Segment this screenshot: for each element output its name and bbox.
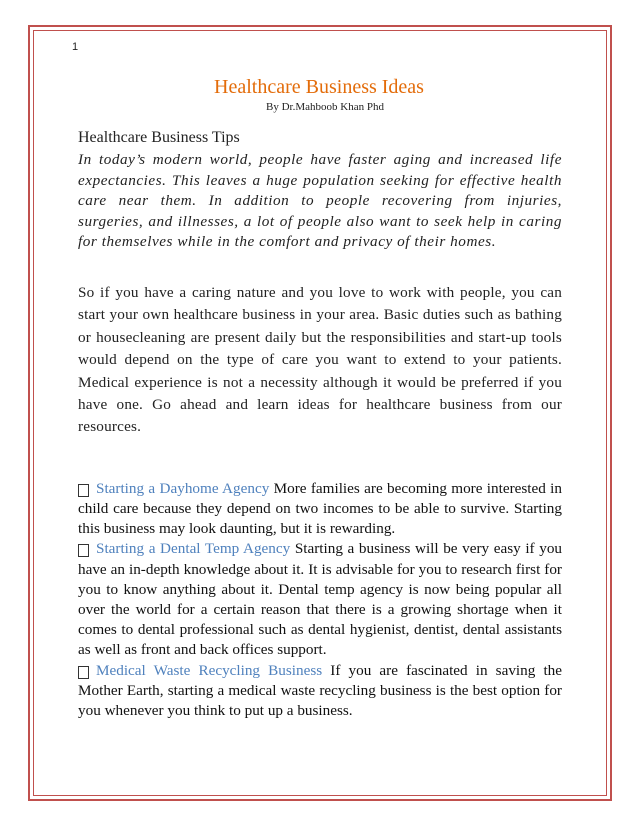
document-body (78, 128, 562, 721)
idea-link-medical-waste[interactable]: Medical Waste Recycling Business (96, 661, 323, 679)
list-item (78, 539, 562, 660)
list-item (78, 661, 562, 722)
idea-link-dayhome[interactable]: Starting a Dayhome Agency (96, 479, 270, 497)
bullet-box-icon (78, 484, 89, 497)
page-number: 1 (72, 41, 79, 53)
document-title (0, 76, 638, 99)
bullet-box-icon (78, 544, 89, 557)
author-byline-text: By Dr.Mahboob Khan Phd (266, 101, 384, 113)
idea-link-dental-temp[interactable]: Starting a Dental Temp Agency (96, 540, 291, 558)
section-subheading: Healthcare Business Tips (78, 129, 240, 146)
idea-description: More families are becoming more interested in child care because they depend on two incomes to be able to survive. Starting this business may look daunting, but it is rewarding. (78, 479, 562, 538)
document-title-text: Healthcare Business Ideas (214, 76, 424, 98)
intro-paragraph: In today’s modern world, people have faster aging and increased life expectancies. This leaves a huge population seeking for effective health care near them. In addition to people recovering from injuries, surgeries, and illnesses, a lot of people also want to seek help in caring for themselves while in the comfort and privacy of their homes. (78, 151, 562, 251)
bullet-box-icon (78, 666, 89, 679)
idea-description: If you are fascinated in saving the Mother Earth, starting a medical waste recycling business is the best option for you whenever you think to put up a business. (78, 661, 563, 720)
idea-description: Starting a business will be very easy if you have an in-depth knowledge about it. It is advisable for you to research first for you to know anything about it. Dental temp agency is now being popular all over the world for a certain reason that there is a growing shortage when it comes to dental professional such as dental hygienist, dentist, dental assistants as well as front and back offices support. (78, 540, 563, 659)
ideas-list (78, 479, 562, 721)
list-item (78, 479, 562, 540)
main-paragraph: So if you have a caring nature and you love to work with people, you can start your own healthcare business in your area. Basic duties such as bathing or housecleaning are present daily but the responsibilities and start-up tools would depend on the type of care you want to extend to your patients. Medical experience is not a necessity although it would be preferred if you have one. Go ahead and learn ideas for healthcare business from our resources. (78, 283, 562, 436)
author-byline (0, 101, 638, 113)
